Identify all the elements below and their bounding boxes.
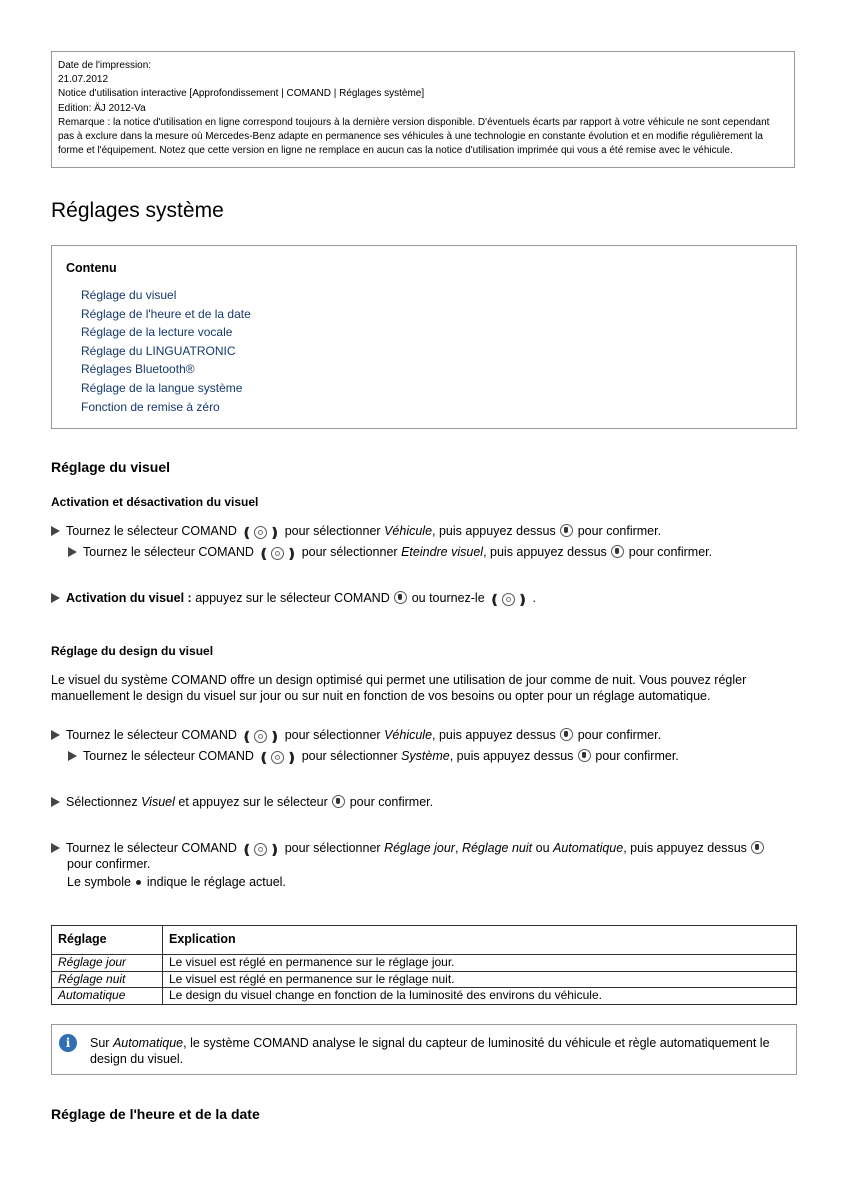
doc-title: Notice d'utilisation interactive [Approfondissement | COMAND | Réglages système]	[58, 88, 425, 100]
setting-explanation: Le visuel est réglé en permanence sur le réglage jour.	[163, 955, 797, 972]
step: Activation du visuel : appuyez sur le sélecteur COMAND ou tournez-le ❪ ❫ .	[51, 590, 536, 606]
column-header: Réglage	[52, 926, 163, 955]
selected-dot-icon	[136, 880, 141, 885]
toc-list	[81, 286, 251, 416]
section-title: Réglage de l'heure et de la date	[51, 1106, 260, 1122]
print-header	[51, 51, 795, 168]
toc-link[interactable]: Réglage du visuel	[81, 288, 177, 302]
table-header-row	[52, 926, 797, 955]
arrow-icon	[68, 547, 77, 557]
toc-link[interactable]: Réglage du LINGUATRONIC	[81, 343, 236, 358]
rotate-knob-icon: ❪ ❫	[241, 842, 281, 857]
table-row	[52, 971, 797, 988]
setting-explanation: Le visuel est réglé en permanence sur le réglage nuit.	[163, 971, 797, 988]
step-nested: Tournez le sélecteur COMAND ❪ ❫ pour sélectionner Système, puis appuyez dessus pour confirmer.	[68, 748, 679, 764]
toc-link[interactable]: Réglage de la lecture vocale	[81, 325, 233, 340]
rotate-knob-icon: ❪ ❫	[241, 525, 281, 540]
info-note	[51, 1024, 797, 1075]
print-date: 21.07.2012	[58, 74, 109, 86]
press-knob-icon	[560, 728, 573, 741]
table-of-contents	[51, 245, 797, 429]
subsection-title: Réglage du design du visuel	[51, 644, 214, 658]
print-date-label: Date de l'impression:	[58, 60, 152, 71]
step-nested: Tournez le sélecteur COMAND ❪ ❫ pour sélectionner Eteindre visuel, puis appuyez dessus pour confirmer.	[68, 544, 712, 560]
remark: Remarque : la notice d'utilisation en ligne correspond toujours à la dernière version disponible. D'éventuels écarts par rapport à votre véhicule ne sont cependant pas à exclure dans la mesure où Mercedes-Benz adapte en permanence ses véhicules à une technologie en constante évolution et en modifie régulièrement la forme et l'équipement. Notez que cette version en ligne ne remplace en aucun cas la notice d'utilisation imprimée qui vous a été remise avec le véhicule.	[58, 116, 770, 157]
toc-link[interactable]: Réglage de la langue système	[81, 380, 243, 395]
step: Sélectionnez Visuel et appuyez sur le sélecteur pour confirmer.	[51, 794, 433, 810]
setting-explanation: Le design du visuel change en fonction de la luminosité des environs du véhicule.	[163, 988, 797, 1005]
arrow-icon	[51, 593, 60, 603]
toc-link[interactable]: Réglage de l'heure et de la date	[81, 306, 251, 321]
press-knob-icon	[560, 524, 573, 537]
press-knob-icon	[332, 795, 345, 808]
info-icon: i	[59, 1034, 77, 1052]
note-text: Sur Automatique, le système COMAND analyse le signal du capteur de luminosité du véhicule et règle automatiquement le design du visuel.	[90, 1036, 770, 1066]
arrow-icon	[68, 751, 77, 761]
subsection-title: Activation et désactivation du visuel	[51, 495, 259, 509]
press-knob-icon	[578, 749, 591, 762]
rotate-knob-icon: ❪ ❫	[258, 546, 298, 561]
intro-paragraph: Le visuel du système COMAND offre un design optimisé qui permet une utilisation de jour comme de nuit. Vous pouvez régler manuellement le design du visuel sur jour ou sur nuit en fonction de vos besoins ou opter pour un réglage automatique.	[51, 673, 747, 703]
step: Tournez le sélecteur COMAND ❪ ❫ pour sélectionner Véhicule, puis appuyez dessus pour confirmer.	[51, 727, 661, 743]
rotate-knob-icon: ❪ ❫	[241, 729, 281, 744]
arrow-icon	[51, 797, 60, 807]
table-row	[52, 955, 797, 972]
toc-link[interactable]: Fonction de remise à zéro	[81, 399, 220, 414]
step: Tournez le sélecteur COMAND ❪ ❫ pour sélectionner Véhicule, puis appuyez dessus pour confirmer.	[51, 523, 661, 539]
arrow-icon	[51, 730, 60, 740]
settings-table	[51, 925, 797, 1005]
arrow-icon	[51, 843, 60, 853]
table-row	[52, 988, 797, 1005]
column-header: Explication	[163, 926, 797, 955]
setting-name: Réglage nuit	[52, 971, 163, 988]
press-knob-icon	[394, 591, 407, 604]
edition: Edition: ÄJ 2012-Va	[58, 102, 146, 114]
toc-heading: Contenu	[66, 261, 117, 275]
step: Tournez le sélecteur COMAND ❪ ❫ pour sélectionner Réglage jour, Réglage nuit ou Automatique, puis appuyez dessus pour confirmer. Le symbole indique le réglage actuel.	[51, 840, 781, 890]
page-title: Réglages système	[51, 199, 224, 222]
press-knob-icon	[751, 841, 764, 854]
rotate-knob-icon: ❪ ❫	[258, 750, 298, 765]
press-knob-icon	[611, 545, 624, 558]
arrow-icon	[51, 526, 60, 536]
setting-name: Automatique	[52, 988, 163, 1005]
setting-name: Réglage jour	[52, 955, 163, 972]
rotate-knob-icon: ❪ ❫	[489, 592, 528, 607]
section-title: Réglage du visuel	[51, 459, 171, 475]
toc-link[interactable]: Réglages Bluetooth®	[81, 362, 195, 377]
